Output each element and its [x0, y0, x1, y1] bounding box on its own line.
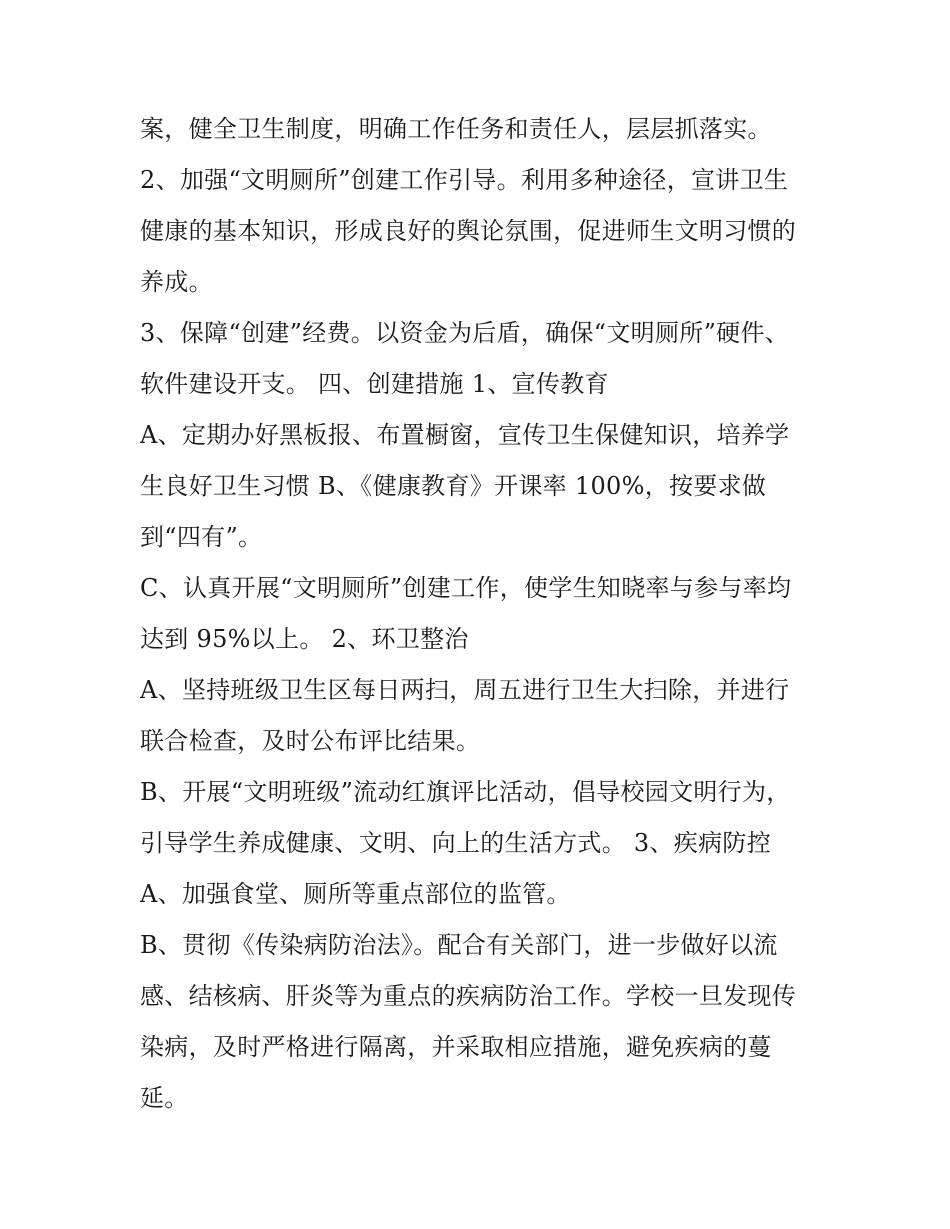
document-body: [140, 104, 830, 1124]
text-line: 感、结核病、肝炎等为重点的疾病防治工作。学校一旦发现传: [140, 982, 797, 1010]
text-line: 案，健全卫生制度，明确工作任务和责任人，层层抓落实。: [140, 115, 772, 143]
text-line: 联合检查，及时公布评比结果。: [140, 727, 481, 755]
text-line: 延。: [140, 1084, 189, 1112]
text-line: 3、保障“创建”经费。以资金为后盾，确保“文明厕所”硬件、: [140, 319, 790, 347]
text-line: 达到 95%以上。 2、环卫整治: [140, 625, 469, 653]
text-line: 引导学生养成健康、文明、向上的生活方式。 3、疾病防控: [140, 829, 771, 857]
text-line: 软件建设开支。 四、创建措施 1、宣传教育: [140, 370, 609, 398]
text-line: A、坚持班级卫生区每日两扫，周五进行卫生大扫除，并进行: [140, 676, 790, 704]
text-line: 生良好卫生习惯 B、《健康教育》开课率 100%，按要求做: [140, 472, 767, 500]
text-line: 染病，及时严格进行隔离，并采取相应措施，避免疾病的蔓: [140, 1033, 772, 1061]
text-line: A、定期办好黑板报、布置橱窗，宣传卫生保健知识，培养学: [140, 421, 790, 449]
text-line: C、认真开展“文明厕所”创建工作，使学生知晓率与参与率均: [140, 574, 792, 602]
text-line: 到“四有”。: [140, 523, 263, 551]
text-line: 2、加强“文明厕所”创建工作引导。利用多种途径，宣讲卫生: [140, 166, 789, 194]
text-line: B、贯彻《传染病防治法》。配合有关部门，进一步做好以流: [140, 931, 778, 959]
text-line: 养成。: [140, 268, 213, 296]
text-line: B、开展“文明班级”流动红旗评比活动，倡导校园文明行为，: [140, 778, 791, 806]
text-line: 健康的基本知识，形成良好的舆论氛围，促进师生文明习惯的: [140, 217, 797, 245]
text-line: A、加强食堂、厕所等重点部位的监管。: [140, 880, 571, 908]
